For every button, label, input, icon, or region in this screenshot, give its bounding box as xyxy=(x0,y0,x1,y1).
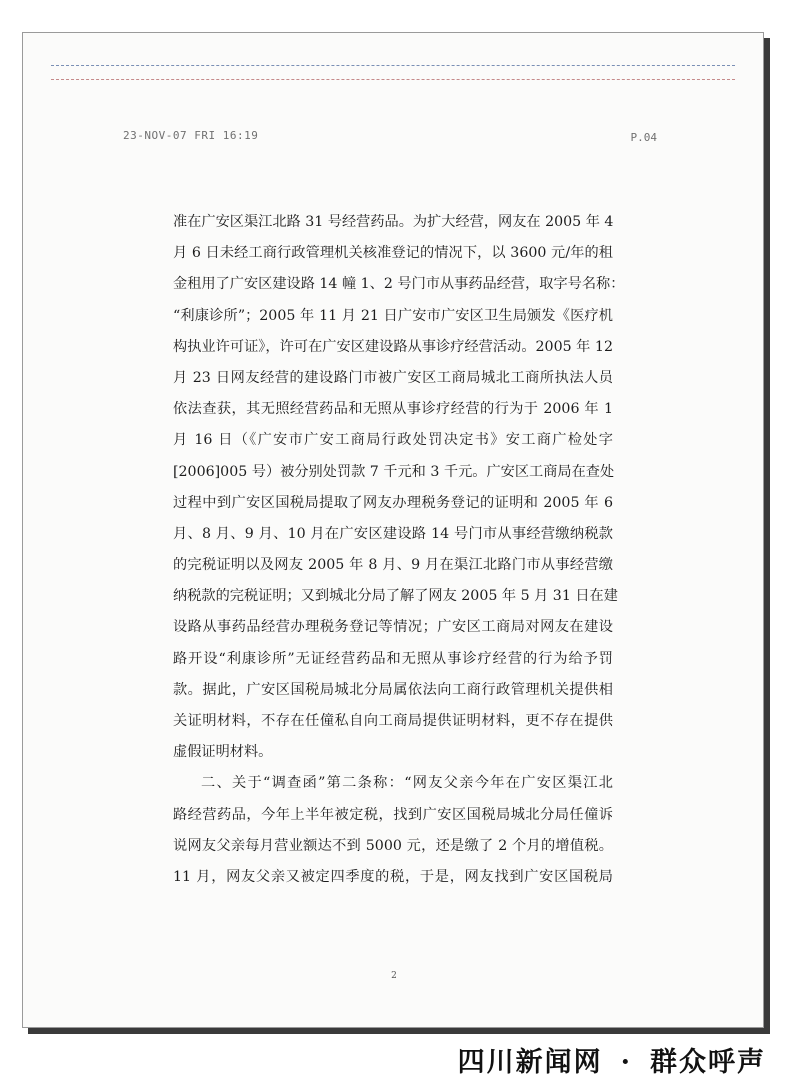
body-line: 依法查获，其无照经营药品和无照从事诊疗经营的行为于 2006 年 1 xyxy=(173,401,613,418)
body-line: 月 23 日网友经营的建设路门市被广安区工商局城北工商所执法人员 xyxy=(173,369,613,386)
body-line: 关证明材料，不存在任僮私自向工商局提供证明材料，更不存在提供 xyxy=(173,713,613,729)
body-line: 款。据此，广安区国税局城北分局属依法向工商行政管理机关提供相 xyxy=(173,681,613,698)
body-line: 的完税证明以及网友 2005 年 8 月、9 月在渠江北路门市从事经营缴 xyxy=(173,557,613,574)
body-line: 设路从事药品经营办理税务登记等情况；广安区工商局对网友在建设 xyxy=(173,619,613,636)
source-watermark xyxy=(458,1040,766,1079)
body-line: 虚假证明材料。 xyxy=(173,744,273,761)
section-heading-line: 二、关于“调查函”第二条称：“网友父亲今年在广安区渠江北 xyxy=(201,775,613,792)
fax-timestamp: 23-NOV-07 FRI 16:19 xyxy=(123,129,259,142)
page-number: 2 xyxy=(391,971,397,981)
body-line: “利康诊所”；2005 年 11 月 21 日广安市广安区卫生局颁发《医疗机 xyxy=(173,307,613,324)
body-line: 月 16 日（《广安市广安工商局行政处罚决定书》安工商广检处字 xyxy=(173,432,613,449)
fax-page-code: P.04 xyxy=(630,131,657,144)
watermark-column: 群众呼声 xyxy=(650,1047,766,1078)
body-line: 过程中到广安区国税局提取了网友办理税务登记的证明和 2005 年 6 xyxy=(173,494,613,511)
body-line: 构执业许可证》，许可在广安区建设路从事诊疗经营活动。2005 年 12 xyxy=(173,338,613,355)
fax-top-rule-secondary xyxy=(51,79,735,80)
body-line: 说网友父亲每月营业额达不到 5000 元，还是缴了 2 个月的增值税。 xyxy=(173,837,613,854)
fax-top-rule xyxy=(51,65,735,66)
body-line: 金租用了广安区建设路 14 幢 1、2 号门市从事药品经营，取字号名称： xyxy=(173,276,625,293)
document-page xyxy=(22,32,764,1028)
body-line: 准在广安区渠江北路 31 号经营药品。为扩大经营，网友在 2005 年 4 xyxy=(173,214,614,230)
body-line: 11 月，网友父亲又被定四季度的税，于是，网友找到广安区国税局 xyxy=(173,868,613,885)
body-line: 月 6 日未经工商行政管理机关核准登记的情况下，以 3600 元/年的租 xyxy=(173,245,613,262)
body-line: 月、8 月、9 月、10 月在广安区建设路 14 号门市从事经营缴纳税款 xyxy=(173,525,613,542)
body-line: 纳税款的完税证明；又到城北分局了解了网友 2005 年 5 月 31 日在建 xyxy=(173,588,618,605)
body-line: 路开设“利康诊所”无证经营药品和无照从事诊疗经营的行为给予罚 xyxy=(173,650,613,667)
watermark-site: 四川新闻网 xyxy=(457,1047,603,1078)
document-body xyxy=(173,207,625,893)
body-line: 路经营药品，今年上半年被定税，找到广安区国税局城北分局任僮诉 xyxy=(173,806,613,823)
body-line: [2006]005 号）被分别处罚款 7 千元和 3 千元。广安区工商局在查处 xyxy=(173,463,615,480)
watermark-separator: · xyxy=(620,1047,632,1078)
